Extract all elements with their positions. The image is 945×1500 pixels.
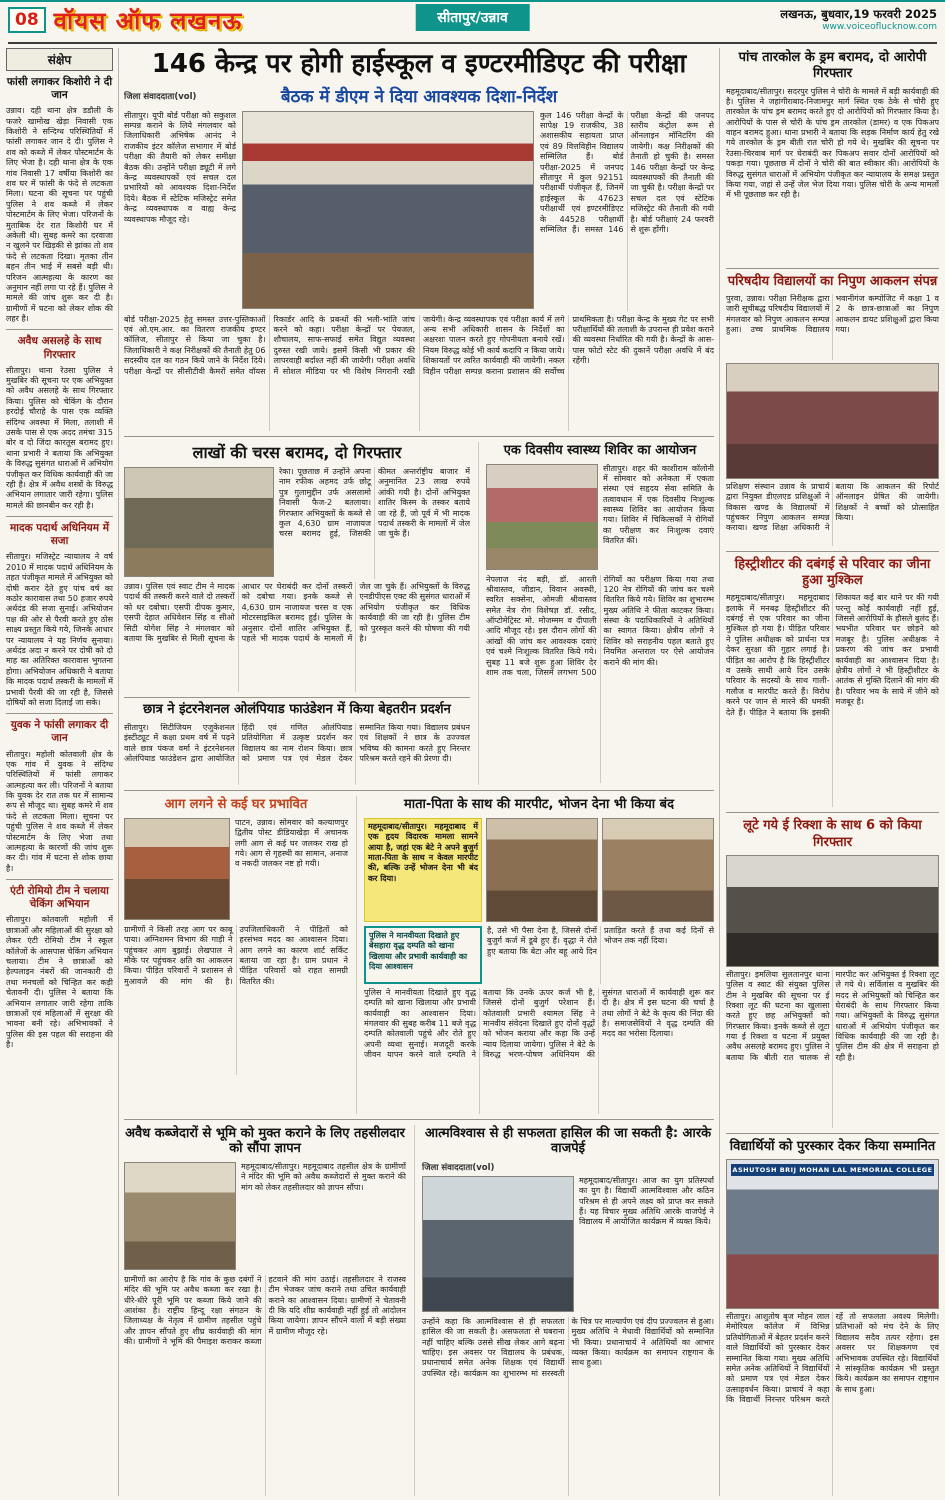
health-camp-photo xyxy=(486,464,598,570)
main-story xyxy=(124,50,714,431)
brief-body: उन्नाव। दही थाना क्षेत्र डडौली के फजरे खामोख खेड़ा निवासी एक किशोरी ने सन्दिग्ध परिस्थितियों में फांसी लगाकर जान दे दी। पुलिस ने शव को कब्जे में लेकर पोस्टमार्टम के लिए भेजा है। दही थाना क्षेत्र के एक गांव निवासी 17 वर्षीया किशोरी का शव घर में फांसी के फंदे से लटकता मिला। घटना की सूचना पर पहुंची पुलिस ने शव कब्जे में लेकर पोस्टमार्टम के लिए भेजा। परिजनों के मुताबिक देर रात किशोरी घर में अकेली थी। सुबह कमरे का दरवाजा न खुलने पर खिड़की से झांका तो शव फंदे से लटकता दिखा। मृतका तीन बहन तीन भाई में सबसे बड़ी थी। परिजन आत्महत्या के कारण का अनुमान नहीं लगा पा रहे हैं। पुलिस ने मामले की जांच शुरू कर दी है। ग्रामीणों में घटना को लेकर शोक की लहर है। xyxy=(6,106,113,324)
fire-body-bottom: ग्रामीणों ने किसी तरह आग पर काबू पाया। अग्निशमन विभाग की गाड़ी ने पहुंचकर आग बुझाई। लेखपाल ने मौके पर पहुंचकर क्षति का आकलन किया। पीड़ित परिवारों ने प्रशासन से मुआवजे की मांग की है। उपजिलाधिकारी ने पीड़ितों को हरसंभव मदद का आश्वासन दिया। आग लगने का कारण शार्ट सर्किट बताया जा रहा है। ग्राम प्रधान ने पीड़ित परिवारों को राहत सामग्री वितरित की। xyxy=(124,924,348,986)
masthead-rule xyxy=(8,42,937,44)
success-body-top: महमूदाबाद/सीतापुर। आज का युग प्रतिस्पर्धा का युग है। विद्यार्थी आत्मविश्वास और कठिन परिश्रम से ही अपने लक्ष्य को प्राप्त कर सकते हैं। यह विचार मुख्य अतिथि आरके वाजपेई ने विद्यालय में आयोजित कार्यक्रम में व्यक्त किये। xyxy=(579,1175,714,1227)
students-awarded-article xyxy=(726,1139,939,1496)
fire-headline: आग लगने से कई घर प्रभावित xyxy=(164,796,308,812)
brief-article-ndps-sentence xyxy=(6,522,113,708)
main-story-bottom-columns: बोर्ड परीक्षा-2025 हेतु समस्त उत्तर-पुस्तिकाओं एवं ओ.एम.आर. का वितरण राजकीय इण्टर कॉलिज, सीतापुर से किया जा चुका है। जिलाधिकारी ने कक्ष निरीक्षकों की तैनाती हेतु 06 सदस्यीय दल का गठन किये जाने के निर्देश दिये। परीक्षा केन्द्रों पर सीसीटीवी कैमरों समेत वॉयस रिकार्डर आदि के प्रबन्धों की भली-भांति जांच करने को कहा। परीक्षा केन्द्रों पर पेयजल, शौचालय, साफ-सफाई समेत विद्युत व्यवस्था दुरुस्त रखी जाये। इसमें किसी भी प्रकार की लापरवाही बर्दाश्त नहीं की जायेगी। परीक्षा अवधि में सोशल मीडिया पर भी विशेष निगरानी रखी जायेगी। केन्द्र व्यवस्थापक एवं परीक्षा कार्य में लगे अन्य सभी अधिकारी शासन के निर्देशों का अक्षरशः पालन करते हुए गोपनीयता बनाये रखें। नियम विरुद्ध कोई भी कार्य कदापि न किया जाये। शिकायतों पर त्वरित कार्यवाही की जायेगी। नकल विहीन परीक्षा सम्पन्न कराना प्रशासन की सर्वोच्च प्राथमिकता है। परीक्षा केन्द्र के मुख्य गेट पर सभी परीक्षार्थियों की तलाशी के उपरान्त ही प्रवेश कराने की व्यवस्था निर्धारित की गयी है। केन्द्रों के आस-पास फोटो स्टेट की दुकानें परीक्षा अवधि में बंद रहेंगी। xyxy=(124,314,714,376)
parents-body-bottom: पुलिस ने मानवीयता दिखाते हुए वृद्ध दम्पति को खाना खिलाया और प्रभावी कार्यवाही का आश्वासन दिया। मंगलवार की सुबह करीब 11 बजे वृद्ध दम्पति कोतवाली पहुंचे और रोते हुए अपनी व्यथा सुनाई। मजदूरी करके जीवन यापन करने वाले दम्पति ने बताया कि उनके ऊपर कर्ज भी है, जिससे दोनों बुजुर्ग परेशान हैं। कोतवाली प्रभारी श्यामल सिंह ने मानवीय संवेदना दिखाते हुए दोनों वृद्धों को भोजन कराया और कहा कि उन्हें न्याय दिलाया जायेगा। पुलिस ने बेटे के विरुद्ध भरण-पोषण अधिनियम की सुसंगत धाराओं में कार्यवाही शुरू कर दी है। क्षेत्र में इस घटना की चर्चा है तथा लोगों ने बेटे के कृत्य की निंदा की है। समाजसेवियों ने वृद्ध दम्पति की मदद का भरोसा दिलाया। xyxy=(364,987,714,1060)
main-story-right-column: कुल 146 परीक्षा केन्द्रों के सापेक्ष 19 राजकीय, 38 अशासकीय सहायता प्राप्त एवं 89 वित्तविहीन विद्यालय सम्मिलित हैं। बोर्ड परीक्षा-2025 में जनपद सीतापुर में कुल 92151 परीक्षार्थी पंजीकृत हैं, जिनमें हाईस्कूल के 47623 परीक्षार्थी एवं इण्टरमीडिएट के 44528 परीक्षार्थी सम्मिलित हैं। समस्त 146 परीक्षा केन्द्रों की जनपद स्तरीय कंट्रोल रूम से ऑनलाइन मॉनिटरिंग की जायेगी। कक्ष निरीक्षकों की तैनाती हो चुकी है। समस्त 146 परीक्षा केन्द्रों पर केन्द्र व्यवस्थापकों की तैनाती की जा चुकी है। परीक्षा केन्द्रों पर सचल दल एवं स्टेटिक मजिस्ट्रेट की तैनाती की गयी है। बोर्ड परीक्षाएं 24 फरवरी से शुरू होंगी। xyxy=(540,110,714,234)
brief-headline: फांसी लगाकर किशोरी ने दी जान xyxy=(6,76,113,102)
brief-article-suicide-girl xyxy=(6,76,113,324)
students-awarded-headline: विद्यार्थियों को पुरस्कार देकर किया सम्मानित xyxy=(729,1138,936,1154)
right-column xyxy=(719,48,939,1496)
nipun-assessment-photo xyxy=(726,363,939,479)
parents-body-top: है, उसे भी पैसा देना है, जिससे दोनों बुजुर्ग कर्ज में डूबे हुए हैं। वृद्धा ने रोते हुए बताया कि बेटा और बहू आये दिन प्रताड़ित करते हैं तथा कई दिनों से भोजन तक नहीं दिया। xyxy=(487,925,714,956)
charas-body-bottom: उन्नाव। पुलिस एवं स्वाट टीम ने मादक पदार्थ की तस्करी करने वाले दो तस्करों को धर दबोचा। एसपी दीपक कुमार, एसपी देहात अधिवेशन सिंह व सीओ सिटी योगेश सिंह ने मंगलवार को बताया कि मुखबिर से मिली सूचना के आधार पर घेराबंदी कर दोनों तस्करों को दबोचा गया। इनके कब्जे से 4,630 ग्राम नाजायज चरस व एक मोटरसाइकिल बरामद हुई। पुलिस के अनुसार दोनों शातिर अभियुक्त हैं, पहले भी मादक पदार्थ के मामलों में जेल जा चुके हैं। अभियुक्तों के विरुद्ध एनडीपीएस एक्ट की सुसंगत धाराओं में अभियोग पंजीकृत कर विधिक कार्यवाही की जा रही है। पुलिस टीम को पुरस्कृत करने की घोषणा की गयी है। xyxy=(124,581,470,643)
main-byline: जिला संवाददाता(vol) xyxy=(124,91,197,102)
brief-body: सीतापुर। कोतवाली महोली में छात्राओं और महिलाओं की सुरक्षा को लेकर एंटी रोमियो टीम ने स्कूल कॉलेजों के आसपास चेकिंग अभियान चलाया। टीम ने छात्राओं को हेल्पलाइन नंबरों की जानकारी दी तथा मनचलों को चिन्हित कर कड़ी चेतावनी दी। पुलिस ने बताया कि अभियान लगातार जारी रहेगा ताकि छात्राओं एवं महिलाओं में सुरक्षा की भावना बनी रहे। अभिभावकों ने पुलिस की इस पहल की सराहना की है। xyxy=(6,915,113,1050)
briefs-title: संक्षेप xyxy=(6,48,113,71)
erickshaw-body: सीतापुर। इमलिया सुलतानपुर थाना पुलिस व स्वाट की संयुक्त पुलिस टीम ने मुखबिर की सूचना पर ई रिक्शा लूट की घटना का खुलासा करते हुए छह अभियुक्तों को गिरफ्तार किया। इनके कब्जे से लूटा गया ई रिक्शा व घटना में प्रयुक्त अवैध असलहे बरामद हुए। पुलिस ने बताया कि बीती रात चालक से मारपीट कर अभियुक्त ई रिक्शा लूट ले गये थे। सर्विलांस व मुखबिर की मदद से अभियुक्तों को चिन्हित कर घेराबंदी के साथ गिरफ्तार किया गया। अभियुक्तों के विरुद्ध सुसंगत धाराओं में अभियोग पंजीकृत कर विधिक कार्यवाही की जा रही है। पुलिस टीम की क्षेत्र में सराहना हो रही है। xyxy=(726,969,939,1062)
charas-body-top: रेका। पूछताछ में उन्होंने अपना नाम रफीक अहमद उर्फ छोटू पुत्र गुलामुद्दीन उर्फ असलामो निवासी फैज-2 बतलाया। गिरफ्तार अभियुक्तों के कब्जे से कुल 4,630 ग्राम नाजायज चरस बरामद हुई, जिसकी कीमत अन्तर्राष्ट्रीय बाजार में अनुमानित 23 लाख रुपये आंकी गयी है। दोनों अभियुक्त शातिर किस्म के तस्कर बताये जा रहे हैं, जो पूर्व में भी मादक पदार्थ तस्करी के मामलों में जेल जा चुके हैं। xyxy=(279,466,470,539)
tar-drums-article xyxy=(726,50,939,263)
brief-body: सीतापुर। थाना रेउसा पुलिस ने मुखबिर की सूचना पर एक अभियुक्त को अवैध असलहे के साथ गिरफ्तार किया। पुलिस को चेकिंग के दौरान हरदोई चौराहे के पास एक व्यक्ति संदिग्ध अवस्था में मिला, तलाशी में उसके पास से एक अदद तमंचा 315 बोर व दो जिंदा कारतूस बरामद हुए। थाना प्रभारी ने बताया कि अभियुक्त के विरुद्ध सुसंगत धाराओं में अभियोग पंजीकृत कर विधिक कार्यवाही की जा रही है। क्षेत्र में अवैध शस्त्रों के विरुद्ध अभियान लगातार जारी रहेगा। पुलिस मामले की छानबीन कर रही है। xyxy=(6,365,113,510)
divider xyxy=(124,1119,714,1120)
nipun-body-bottom: प्रशिक्षण संस्थान उन्नाव के प्राचार्य द्वारा नियुक्त डीएलएड प्रशिक्षुओं ने विकास खण्ड के विद्यालयों में पहुंचकर निपुण आकलन सम्पन्न कराया। खण्ड शिक्षा अधिकारी ने बताया कि आकलन की रिपोर्ट ऑनलाइन प्रेषित की जायेगी। शिक्षकों ने बच्चों को प्रोत्साहित किया। xyxy=(726,481,939,533)
brief-headline: युवक ने फांसी लगाकर दी जान xyxy=(10,719,109,745)
brief-article-illegal-arms xyxy=(6,335,113,511)
masthead xyxy=(8,2,937,44)
main-headline: 146 केन्द्र पर होगी हाईस्कूल व इण्टरमीडिएट की परीक्षा xyxy=(151,49,687,79)
erickshaw-headline: लूटे गये ई रिक्शा के साथ 6 को किया गिरफ्तार xyxy=(743,818,922,850)
erickshaw-article xyxy=(726,818,939,1128)
paper-name: वॉयस ऑफ लखनऊ xyxy=(53,6,243,35)
divider xyxy=(726,551,939,552)
date-line: लखनऊ, बुधवार,19 फरवरी 2025 xyxy=(780,7,937,22)
divider xyxy=(726,1133,939,1134)
parents-teaser-box: पुलिस ने मानवीयता दिखाते हुए बेसहारा वृद्ध दम्पति को खाना खिलाया और प्रभावी कार्यवाही का दिया आश्वासन xyxy=(364,926,482,984)
history-sheeter-headline: हिस्ट्रीशीटर की दबंगई से परिवार का जीना हुआ मुश्किल xyxy=(734,556,931,588)
success-body-bottom: उन्होंने कहा कि आत्मविश्वास से ही सफलता हासिल की जा सकती है। असफलता से घबराना नहीं चाहिए बल्कि उससे सीख लेकर आगे बढ़ना चाहिए। इस अवसर पर विद्यालय के प्रबंधक, प्रधानाचार्य समेत अनेक शिक्षक एवं विद्यार्थी उपस्थित रहे। कार्यक्रम का शुभारम्भ मां सरस्वती के चित्र पर माल्यार्पण एवं दीप प्रज्ज्वलन से हुआ। मुख्य अतिथि ने मेधावी विद्यार्थियों को सम्मानित भी किया। प्रधानाचार्य ने अतिथियों का आभार व्यक्त किया। कार्यक्रम का समापन राष्ट्रगान के साथ हुआ। xyxy=(422,1316,714,1378)
elderly-father-photo xyxy=(602,818,714,922)
divider xyxy=(124,436,714,437)
brief-headline: मादक पदार्थ अधिनियम में सजा xyxy=(10,522,109,548)
health-headline: एक दिवसीय स्वास्थ्य शिविर का आयोजन xyxy=(503,442,697,458)
students-awarded-body: सीतापुर। आशुतोष बृज मोहन लाल मेमोरियल कॉलेज में विभिन्न प्रतियोगिताओं में बेहतर प्रदर्शन करने वाले विद्यार्थियों को पुरस्कार देकर सम्मानित किया गया। मुख्य अतिथि समेत अनेक अतिथियों ने विद्यार्थियों को प्रमाण पत्र एवं मेडल देकर उत्साहवर्धन किया। प्राचार्य ने कहा कि विद्यार्थी निरन्तर परिश्रम करते रहें तो सफलता अवश्य मिलेगी। प्रतिभाओं को मंच देने के लिए विद्यालय सदैव तत्पर रहेगा। इस अवसर पर शिक्षकगण एवं अभिभावक उपस्थित रहे। विद्यार्थियों ने सांस्कृतिक कार्यक्रम भी प्रस्तुत किये। कार्यक्रम का समापन राष्ट्रगान के साथ हुआ। xyxy=(726,1312,939,1405)
fire-body-top: पाटन, उन्नाव। सोमवार को कल्याणपुर द्वितीय पोस्ट डीडियाखेड़ा में अचानक लगी आग से कई घर जलकर राख हो गये। आग से गृहस्थी का सामान, अनाज व नकदी जलकर नष्ट हो गयी। xyxy=(235,817,348,869)
success-article xyxy=(414,1125,714,1496)
health-body-bottom: नेपलाज नंद बड़ी, डॉ. आरती श्रीवास्तव, जीडान, विवान अवस्थी, स्वरित सक्सेना, ओमजी श्रीवास्तव समेत नेत्र रोग विशेषज्ञ डॉ. रसीद, ऑप्टोमेट्रिस्ट मो. मोजम्मम व दीपाली आदि मौजूद रहे। इस दौरान लोगों की आंखों की जांच कर आवश्यक दवाएं एवं चश्मे निःशुल्क वितरित किये गये। सुबह 11 बजे शुरू हुआ शिविर देर शाम तक चला, जिसमें लगभग 500 रोगियों का परीक्षण किया गया तथा 120 नेत्र रोगियों की जांच कर चश्मे वितरित किये गये। शिविर का शुभारम्भ मुख्य अतिथि ने फीता काटकर किया। संस्था के पदाधिकारियों ने अतिथियों का स्वागत किया। क्षेत्रीय लोगों ने शिविर को सराहनीय पहल बताते हुए नियमित अन्तराल पर ऐसे आयोजन कराने की मांग की। xyxy=(486,574,714,678)
date-block xyxy=(780,7,937,33)
erickshaw-police-photo xyxy=(726,855,939,967)
parents-lead-highlight: महमूदाबाद/सीतापुर। महमूदाबाद में एक हृदय विदारक मामला सामने आया है, जहां एक बेटे ने अपने बुजुर्ग माता-पिता के साथ न केवल मारपीट की, बल्कि उन्हें भोजन देना भी बंद कर दिया। xyxy=(364,818,482,922)
divider xyxy=(6,329,113,330)
nipun-body-top: पुरवा, उन्नाव। परीक्षा निरीक्षक द्वारा जारी सूचीबद्ध परिषदीय विद्यालयों में मंगलवार को निपुण आकलन सम्पन्न हुआ। उच्च प्राथमिक विद्यालय भवानीगंज कम्पोजिट में कक्षा 1 व 2 के छात्र-छात्राओं का निपुण आकलन डायट प्रशिक्षुओं द्वारा किया गया। xyxy=(726,293,939,334)
website-url: www.voiceoflucknow.com xyxy=(822,21,937,32)
page-number: 08 xyxy=(8,7,46,33)
divider xyxy=(6,713,113,714)
memo-body-bottom: ग्रामीणों का आरोप है कि गांव के कुछ दबंगों ने मंदिर की भूमि पर अवैध कब्जा कर रखा है। धीरे-धीरे पूरी भूमि पर कब्जा किये जाने की आशंका है। राष्ट्रीय हिन्दू रक्षा संगठन के जिलाध्यक्ष के नेतृत्व में ग्रामीण तहसील पहुंचे और ज्ञापन सौंपते हुए शीघ्र कार्यवाही की मांग की। ग्रामीणों ने भूमि की पैमाइश कराकर कब्जा हटवाने की मांग उठाई। तहसीलदार ने राजस्व टीम भेजकर जांच कराने तथा उचित कार्यवाही कराने का आश्वासन दिया। ग्रामीणों ने चेतावनी दी कि यदि शीघ्र कार्यवाही नहीं हुई तो आंदोलन किया जायेगा। ज्ञापन सौंपने वालों में बड़ी संख्या में ग्रामीण मौजूद रहे। xyxy=(124,1274,406,1347)
brief-headline: अवैध असलहे के साथ गिरफ्तार xyxy=(17,335,102,361)
main-story-left-column: सीतापुर। यूपी बोर्ड परीक्षा को सकुशल सम्पन्न कराने के लिये मंगलवार को जिलाधिकारी अभिषेक आनंद ने राजकीय इंटर कॉलेज सभागार में बोर्ड परीक्षा की तैयारी को लेकर समीक्षा बैठक की। उन्होंने परीक्षा ड्यूटी में लगे केन्द्र व्यवस्थापकों एवं सचल दल प्रभारियों को आवश्यक दिशा-निर्देश दिये। बैठक में स्टेटिक मजिस्ट्रेट समेत केन्द्र व्यवस्थापक व वाह्य केन्द्र व्यवस्थापक मौजूद रहे। xyxy=(124,110,236,224)
main-subhead: बैठक में डीएम ने दिया आवश्यक दिशा-निर्देश xyxy=(280,86,558,107)
parents-article xyxy=(356,796,714,1114)
brief-article-suicide-youth xyxy=(6,719,113,874)
tar-drums-headline: पांच तारकोल के ड्रम बरामद, दो आरोपी गिरफ्तार xyxy=(738,50,927,82)
divider xyxy=(6,516,113,517)
olympiad-article xyxy=(124,703,470,785)
college-award-photo xyxy=(726,1159,939,1309)
college-banner-text: ASHUTOSH BRIJ MOHAN LAL MEMORIAL COLLEGE xyxy=(732,1166,933,1174)
nipun-headline: परिषदीय विद्यालयों का निपुण आकलन संपन्न xyxy=(727,273,938,289)
audience-speech-photo xyxy=(422,1176,574,1312)
fire-article xyxy=(124,796,348,1114)
dm-meeting-photo xyxy=(242,111,534,309)
brief-body: सीतापुर। महोली कोतवाली क्षेत्र के एक गांव में युवक ने संदिग्ध परिस्थितियों में फांसी लगाकर आत्महत्या कर ली। परिजनों ने बताया कि युवक देर रात तक घर में सामान्य रूप से मौजूद था। सुबह कमरे में शव फंदे से लटकता मिला। सूचना पर पहुंची पुलिस ने शव कब्जे में लेकर पोस्टमार्टम के लिए भेजा तथा आत्महत्या के कारणों की जांच शुरू कर दी। गांव में घटना से शोक छाया है। xyxy=(6,749,113,873)
divider xyxy=(124,697,470,698)
police-seizure-photo xyxy=(124,467,274,577)
elderly-mother-photo xyxy=(486,818,598,922)
parents-headline: माता-पिता के साथ की मारपीट, भोजन देना भी किया बंद xyxy=(403,796,674,812)
divider xyxy=(726,268,939,269)
health-body-top: सीतापुर। शहर की काशीराम कॉलोनी में सोमवार को अनेकता में एकता संस्था एवं सहृदय सेवा समिति के तत्वावधान में एक दिवसीय निःशुल्क स्वास्थ्य शिविर का आयोजन किया गया। शिविर में चिकित्सकों ने रोगियों का परीक्षण कर निःशुल्क दवाएं वितरित कीं। xyxy=(603,463,714,546)
olympiad-headline: छात्र ने इंटरनेशनल ओलंपियाड फाउंडेशन में किया बेहतरीन प्रदर्शन xyxy=(143,701,451,717)
divider xyxy=(124,790,714,791)
nipun-assessment-article xyxy=(726,274,939,546)
fire-victims-photo xyxy=(124,818,230,920)
brief-body: सीतापुर। मजिस्ट्रेट न्यायालय ने वर्ष 2010 में मादक पदार्थ अधिनियम के तहत पंजीकृत मामले में अभियुक्त को दोषी करार देते हुए पांच वर्ष का कठोर कारावास तथा 50 हजार रुपये अर्थदंड की सजा सुनाई। अभियोजन पक्ष की ओर से पैरवी करते हुए ठोस साक्ष्य प्रस्तुत किये गये, जिनके आधार पर न्यायालय ने यह निर्णय सुनाया। अर्थदंड अदा न करने पर दोषी को दो माह का अतिरिक्त कारावास भुगतना होगा। अभियोजन अधिकारी ने बताया कि मादक पदार्थ तस्करी के मामलों में प्रभावी पैरवी की जा रही है, जिससे दोषियों को सजा दिलाई जा सके। xyxy=(6,552,113,707)
success-headline: आत्मविश्वास से ही सफलता हासिल की जा सकती है: आरके वाजपेई xyxy=(424,1125,712,1156)
briefs-column xyxy=(6,48,119,1496)
memo-body-top: महमूदाबाद/सीतापुर। महमूदाबाद तहसील क्षेत्र के ग्रामीणों ने मंदिर की भूमि को अवैध कब्जेदारों से मुक्त कराने की मांग को लेकर तहसीलदार को ज्ञापन सौंपा। xyxy=(241,1161,406,1192)
center-column xyxy=(124,48,714,1496)
memo-article xyxy=(124,1125,406,1496)
history-sheeter-body: महमूदाबाद/सीतापुर। महमूदाबाद इलाके में मनबढ़ हिस्ट्रीशीटर की दबंगई से एक परिवार का जीना मुश्किल हो गया है। पीड़ित परिवार ने पुलिस अधीक्षक को प्रार्थना पत्र देकर सुरक्षा की गुहार लगाई है। पीड़ित का आरोप है कि हिस्ट्रीशीटर व उसके साथी आये दिन उसके परिवार के सदस्यों के साथ गाली-गलौज व मारपीट करते हैं। विरोध करने पर जान से मारने की धमकी देते हैं। पीड़ित ने बताया कि इसकी शिकायत कई बार थाने पर की गयी परन्तु कोई कार्यवाही नहीं हुई, जिससे आरोपियों के हौसले बुलंद हैं। भयभीत परिवार घर छोड़ने को मजबूर है। पुलिस अधीक्षक ने प्रकरण की जांच कर प्रभावी कार्यवाही का आश्वासन दिया है। क्षेत्रीय लोगों ने भी हिस्ट्रीशीटर के आतंक से मुक्ति दिलाने की मांग की है। परिवार भय के साये में जीने को मजबूर है। xyxy=(726,593,939,717)
tar-drums-body: महमूदाबाद/सीतापुर। सदरपुर पुलिस ने चोरी के मामले में बड़ी कार्यवाही की है। पुलिस ने जहांगीराबाद-निजामपुर मार्ग स्थित एक ठेके से चोरी हुए तारकोल के पांच ड्रम बरामद करते हुए दो आरोपियों को गिरफ्तार किया है। आरोपियों के पास से चोरी के पांच ड्रम तारकोल (डामर) व एक पिकअप वाहन बरामद हुआ। थाना प्रभारी ने बताया कि सड़क निर्माण कार्य हेतु रखे गये तारकोल के ड्रम बीती रात चोरी हो गये थे। मुखबिर की सूचना पर रेउसा-चिरवाब मार्ग पर घेराबंदी कर पिकअप सवार दोनों आरोपियों को पकड़ा गया। पूछताछ में दोनों ने चोरी की बात स्वीकार की। आरोपियों के विरुद्ध सुसंगत धाराओं में अभियोग पंजीकृत कर न्यायालय के समक्ष प्रस्तुत किया गया, जहां से उन्हें जेल भेज दिया गया। पुलिस चोरी के अन्य मामलों में भी पूछताछ कर रही है। xyxy=(726,86,939,200)
brief-headline: एंटी रोमियो टीम ने चलाया चेकिंग अभियान xyxy=(10,885,109,911)
divider xyxy=(726,812,939,813)
olympiad-body: सीतापुर। सिटीजियम एजुकेशनल इंस्टीट्यूट में कक्षा प्रथम वर्ष में पढ़ने वाले छात्र पंकज वर्मा ने इंटरनेशनल ओलंपियाड फाउंडेशन द्वारा आयोजित हिंदी एवं गणित ओलंपियाड प्रतियोगिता में उत्कृष्ट प्रदर्शन कर विद्यालय का नाम रोशन किया। छात्र को प्रमाण पत्र एवं मेडल देकर सम्मानित किया गया। विद्यालय प्रबंधन एवं शिक्षकों ने छात्र के उज्ज्वल भविष्य की कामना करते हुए निरन्तर परिश्रम करते रहने की प्रेरणा दी। xyxy=(124,722,470,764)
charas-article xyxy=(124,444,470,692)
memo-headline: अवैध कब्जेदारों से भूमि को मुक्त कराने के लिए तहसीलदार को सौंपा ज्ञापन xyxy=(125,1125,405,1156)
success-byline: जिला संवाददाता(vol) xyxy=(422,1162,495,1173)
memo-handover-photo xyxy=(124,1162,236,1270)
charas-olympiad-stack xyxy=(124,442,470,785)
divider xyxy=(6,879,113,880)
health-camp-article xyxy=(478,442,714,785)
charas-headline: लाखों की चरस बरामद, दो गिरफ्तार xyxy=(192,442,402,462)
brief-article-anti-romeo xyxy=(6,885,113,1050)
history-sheeter-article xyxy=(726,557,939,808)
section-label: सीतापुर/उन्नाव xyxy=(415,4,530,31)
